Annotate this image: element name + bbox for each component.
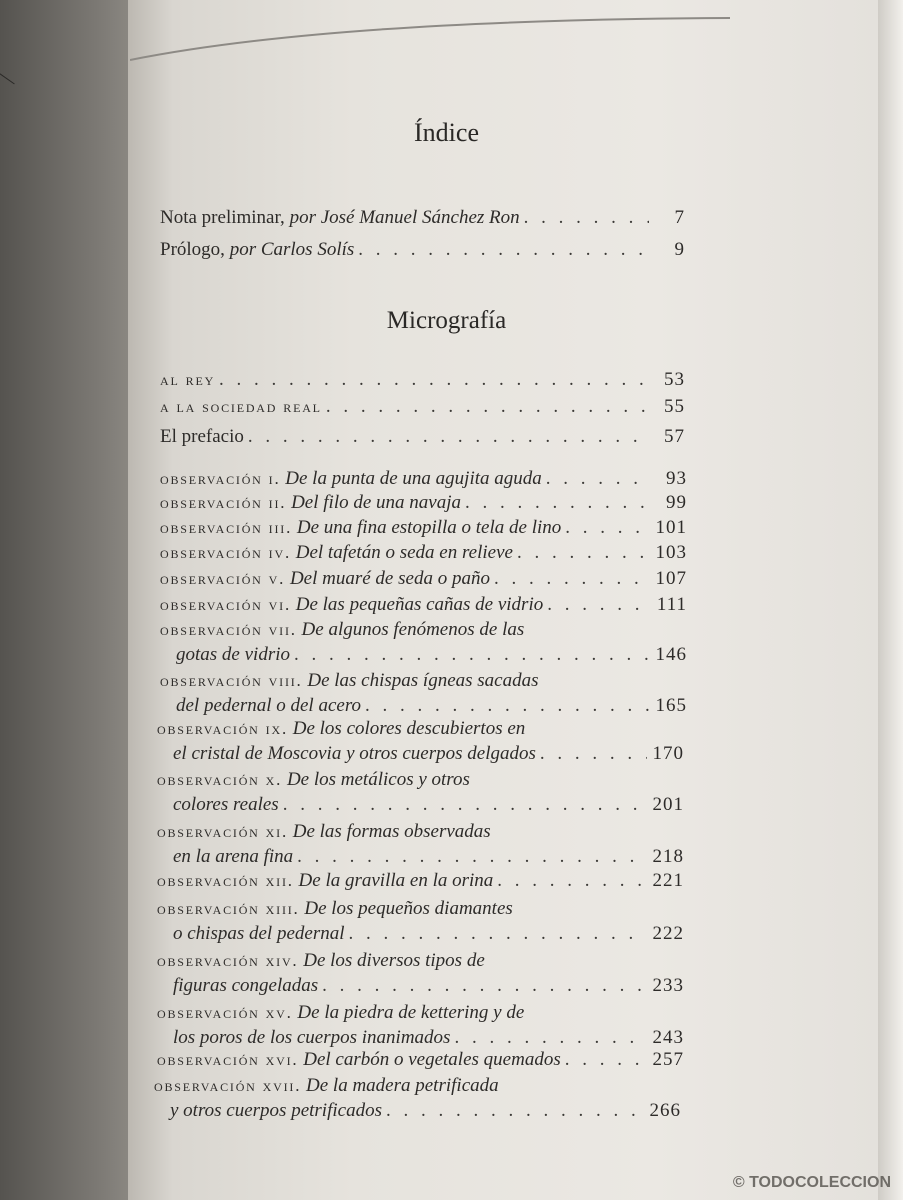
leader-dots (294, 642, 650, 667)
observation-number: observación xiv. (157, 951, 299, 970)
observation-number: observación ix. (157, 719, 288, 738)
page-number: 146 (655, 644, 687, 665)
observation-entry (160, 617, 687, 667)
page-number: 55 (664, 396, 685, 417)
leader-dots (565, 515, 649, 540)
observation-number: observación xii. (157, 871, 294, 890)
observation-title: De la madera petrificada (306, 1075, 499, 1096)
observation-title: Del muaré de seda o paño (289, 568, 490, 589)
observation-title: De los pequeños diamantes (304, 898, 513, 919)
observation-number: observación xvii. (154, 1076, 302, 1095)
observation-entry (157, 819, 684, 869)
observation-title: De una fina estopilla o tela de lino (296, 517, 562, 538)
observation-title-cont: y otros cuerpos petrificados (170, 1100, 382, 1121)
page-number: 53 (664, 369, 685, 390)
observation-entry (160, 490, 687, 515)
observation-title: De la piedra de kettering y de (297, 1002, 525, 1023)
page-number: 103 (655, 542, 687, 563)
observation-title: De algunos fenómenos de las (301, 619, 525, 640)
observation-title: De los diversos tipos de (303, 950, 485, 971)
dedication-entry (160, 367, 685, 392)
leader-dots (358, 237, 649, 262)
observation-entry (160, 668, 687, 718)
index-title: Índice (414, 118, 479, 147)
page-number: 99 (666, 492, 687, 513)
observation-entry (154, 1073, 681, 1123)
page-number: 57 (664, 426, 685, 447)
leader-dots (283, 792, 647, 817)
front-matter-entry-1 (160, 205, 685, 230)
observation-number: observación x. (157, 770, 283, 789)
entry-label: al rey (160, 370, 216, 389)
observation-number: observación viii. (160, 671, 303, 690)
page-curve-line (130, 0, 730, 70)
observation-entry (160, 592, 687, 617)
observation-number: observación iv. (160, 543, 291, 562)
page-number: 243 (652, 1027, 684, 1048)
observation-number: observación iii. (160, 518, 293, 537)
observation-number: observación vii. (160, 620, 297, 639)
observation-number: observación xi. (157, 822, 288, 841)
observation-number: observación vi. (160, 595, 291, 614)
page-number: 107 (655, 568, 687, 589)
observation-title: De los metálicos y otros (286, 769, 470, 790)
observation-number: observación ii. (160, 493, 287, 512)
page-number: 201 (652, 794, 684, 815)
page-number: 257 (652, 1049, 684, 1070)
entry-label: a la sociedad real (160, 397, 322, 416)
page-crease (0, 0, 49, 84)
observation-entry (157, 767, 684, 817)
page-number: 218 (652, 846, 684, 867)
dedication-entry (160, 424, 685, 449)
entry-label: El prefacio (160, 426, 244, 447)
observation-number: observación xvi. (157, 1050, 299, 1069)
page-number: 111 (656, 594, 687, 615)
observation-number: observación xiii. (157, 899, 300, 918)
observation-title: Del tafetán o seda en relieve (295, 542, 513, 563)
observation-number: observación xv. (157, 1003, 293, 1022)
observation-title-cont: en la arena fina (173, 846, 294, 867)
observation-entry (160, 540, 687, 565)
section-title: Micrografía (386, 307, 507, 334)
page-edge (878, 0, 903, 1200)
leader-dots (546, 466, 651, 491)
observation-number: observación i. (160, 469, 281, 488)
page-number: 101 (655, 517, 687, 538)
entry-author: por Carlos Solís (229, 239, 355, 260)
page-number: 222 (652, 923, 684, 944)
page-number: 9 (674, 239, 685, 260)
leader-dots (386, 1098, 644, 1123)
observation-title: De las formas observadas (292, 821, 491, 842)
leader-dots (465, 490, 651, 515)
adjacent-page (0, 0, 140, 1200)
leader-dots (547, 592, 651, 617)
dedication-entry (160, 394, 685, 419)
leader-dots (322, 973, 646, 998)
observation-title-cont: el cristal de Moscovia y otros cuerpos delgados (173, 743, 536, 764)
observation-title: De la punta de una agujita aguda (285, 468, 542, 489)
leader-dots (497, 868, 646, 893)
observation-entry (157, 868, 684, 893)
observation-title: De la gravilla en la orina (298, 870, 494, 891)
leader-dots (494, 566, 650, 591)
page-number: 93 (666, 468, 687, 489)
observation-title-cont: o chispas del pedernal (173, 923, 345, 944)
observation-title-cont: del pedernal o del acero (176, 695, 362, 716)
observation-title: Del carbón o vegetales quemados (303, 1049, 561, 1070)
leader-dots (349, 921, 647, 946)
entry-author: por José Manuel Sánchez Ron (289, 207, 520, 228)
leader-dots (565, 1047, 647, 1072)
front-matter-entry-2 (160, 237, 685, 262)
leader-dots (540, 741, 647, 766)
entry-label: Prólogo, (160, 239, 225, 260)
leader-dots (365, 693, 649, 718)
observation-entry (160, 515, 687, 540)
observation-title-cont: colores reales (173, 794, 279, 815)
observation-title: Del filo de una navaja (291, 492, 461, 513)
observation-number: observación v. (160, 569, 286, 588)
leader-dots (326, 394, 649, 419)
page-number: 233 (652, 975, 684, 996)
observation-title: De los colores descubiertos en (292, 718, 526, 739)
leader-dots (517, 540, 650, 565)
observation-title-cont: figuras congeladas (173, 975, 319, 996)
observation-entry (157, 716, 684, 766)
page-number: 221 (652, 870, 684, 891)
observation-title: De las chispas ígneas sacadas (307, 670, 539, 691)
leader-dots (248, 424, 649, 449)
observation-entry (160, 466, 687, 491)
entry-label: Nota preliminar, (160, 207, 285, 228)
leader-dots (297, 844, 646, 869)
observation-entry (157, 1000, 684, 1050)
page-number: 266 (649, 1100, 681, 1121)
watermark: © TODOCOLECCION (732, 1174, 891, 1191)
leader-dots (219, 367, 649, 392)
page-number: 7 (674, 207, 685, 228)
page-number: 170 (652, 743, 684, 764)
observation-entry (157, 948, 684, 998)
observation-entry (157, 896, 684, 946)
leader-dots (524, 205, 649, 230)
observation-title-cont: los poros de los cuerpos inanimados (173, 1027, 451, 1048)
observation-entry (160, 566, 687, 591)
observation-entry (157, 1047, 684, 1072)
observation-title: De las pequeñas cañas de vidrio (295, 594, 544, 615)
observation-title-cont: gotas de vidrio (176, 644, 290, 665)
page-number: 165 (655, 695, 687, 716)
